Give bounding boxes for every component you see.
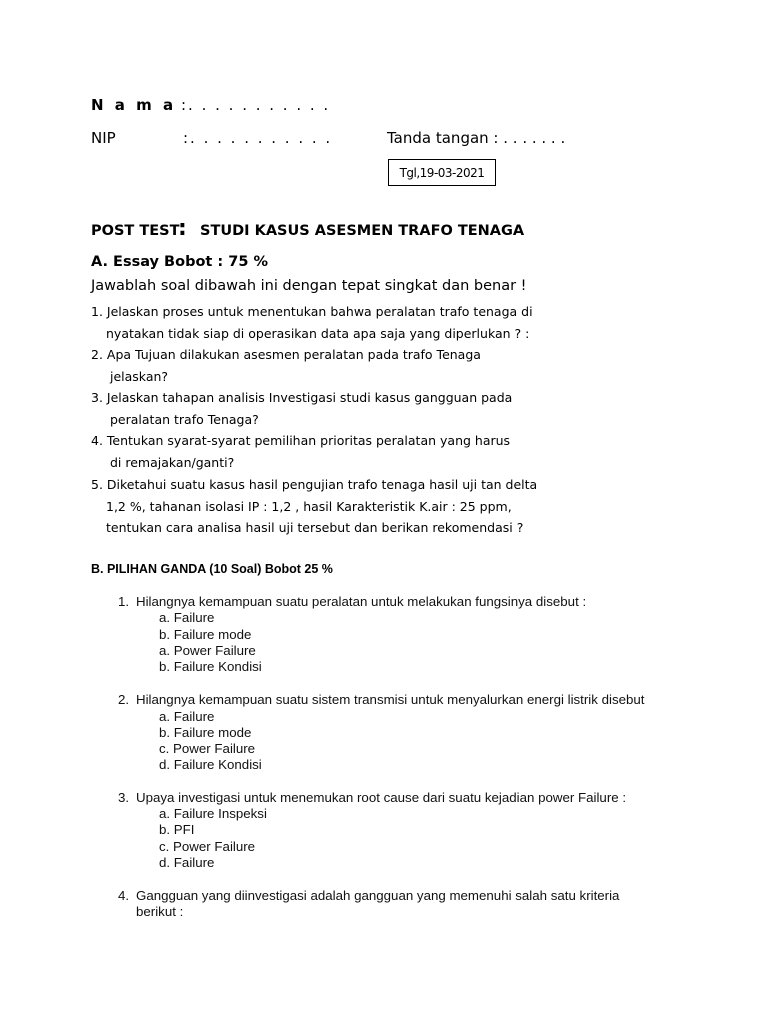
nama-label: N a m a [91,96,177,114]
mc-option: b. Failure mode [159,725,252,740]
mc-option: d. Failure [159,855,215,870]
date-box: Tgl,19-03-2021 [388,159,496,186]
essay-question-5 [91,474,537,539]
essay-question-line: peralatan trafo Tenaga? [110,411,259,427]
essay-question-line: tentukan cara analisa hasil uji tersebut dan berikan rekomendasi ? [106,520,524,536]
mc-question-text: Hilangnya kemampuan suatu sistem transmisi untuk menyalurkan energi listrik disebut [136,692,645,707]
mc-question-number: 1. [118,594,130,609]
mc-question-number: 3. [118,790,130,805]
essay-instruction: Jawablah soal dibawah ini dengan tepat singkat dan benar ! [91,278,527,294]
title-subject: STUDI KASUS ASESMEN TRAFO TENAGA [200,223,525,239]
essay-question-1 [91,301,533,344]
multiple-choice-heading: B. PILIHAN GANDA (10 Soal) Bobot 25 % [91,562,333,576]
essay-question-2 [91,344,481,387]
mc-option: b. PFI [159,822,195,837]
essay-heading: A. Essay Bobot : 75 % [91,254,268,270]
essay-question-line: 1. Jelaskan proses untuk menentukan bahwa peralatan trafo tenaga di [91,304,533,319]
mc-question-text [136,888,619,920]
essay-question-line: 2. Apa Tujuan dilakukan asesmen peralatan pada trafo Tenaga [91,347,481,362]
mc-option: c. Power Failure [159,839,256,854]
essay-question-line: 4. Tentukan syarat-syarat pemilihan prioritas peralatan yang harus [91,433,511,448]
essay-question-line: 3. Jelaskan tahapan analisis Investigasi studi kasus gangguan pada [91,390,513,405]
mc-option: d. Failure Kondisi [159,757,262,772]
title-post-test: POST TEST [91,223,180,239]
title-colon: : [178,216,187,241]
nip-label: NIP [91,129,116,147]
mc-option: b. Failure mode [159,627,252,642]
signature-label: Tanda tangan : . . . . . . . [387,129,566,147]
mc-question-line: berikut : [136,904,184,920]
essay-question-4 [91,430,510,473]
mc-option: a. Power Failure [159,643,256,658]
essay-question-line: nyatakan tidak siap di operasikan data apa saja yang diperlukan ? : [106,325,530,341]
mc-option: a. Failure Inspeksi [159,806,267,821]
mc-question-number: 2. [118,692,130,707]
nip-value: :. . . . . . . . . . . [183,129,333,147]
mc-option: a. Failure [159,610,215,625]
mc-question-text: Upaya investigasi untuk menemukan root cause dari suatu kejadian power Failure : [136,790,627,805]
mc-option: a. Failure [159,709,215,724]
nama-value: :. . . . . . . . . . . [181,96,331,114]
essay-question-line: jelaskan? [110,368,169,384]
essay-question-line: 5. Diketahui suatu kasus hasil pengujian trafo tenaga hasil uji tan delta [91,477,538,492]
mc-option: c. Power Failure [159,741,256,756]
essay-question-3 [91,387,512,430]
mc-question-line: Gangguan yang diinvestigasi adalah gangguan yang memenuhi salah satu kriteria [136,888,620,903]
mc-question-text: Hilangnya kemampuan suatu peralatan untuk melakukan fungsinya disebut : [136,594,587,609]
mc-question-number: 4. [118,888,130,903]
essay-question-line: di remajakan/ganti? [110,454,235,470]
mc-option: b. Failure Kondisi [159,659,262,674]
essay-question-line: 1,2 %, tahanan isolasi IP : 1,2 , hasil Karakteristik K.air : 25 ppm, [106,498,512,514]
